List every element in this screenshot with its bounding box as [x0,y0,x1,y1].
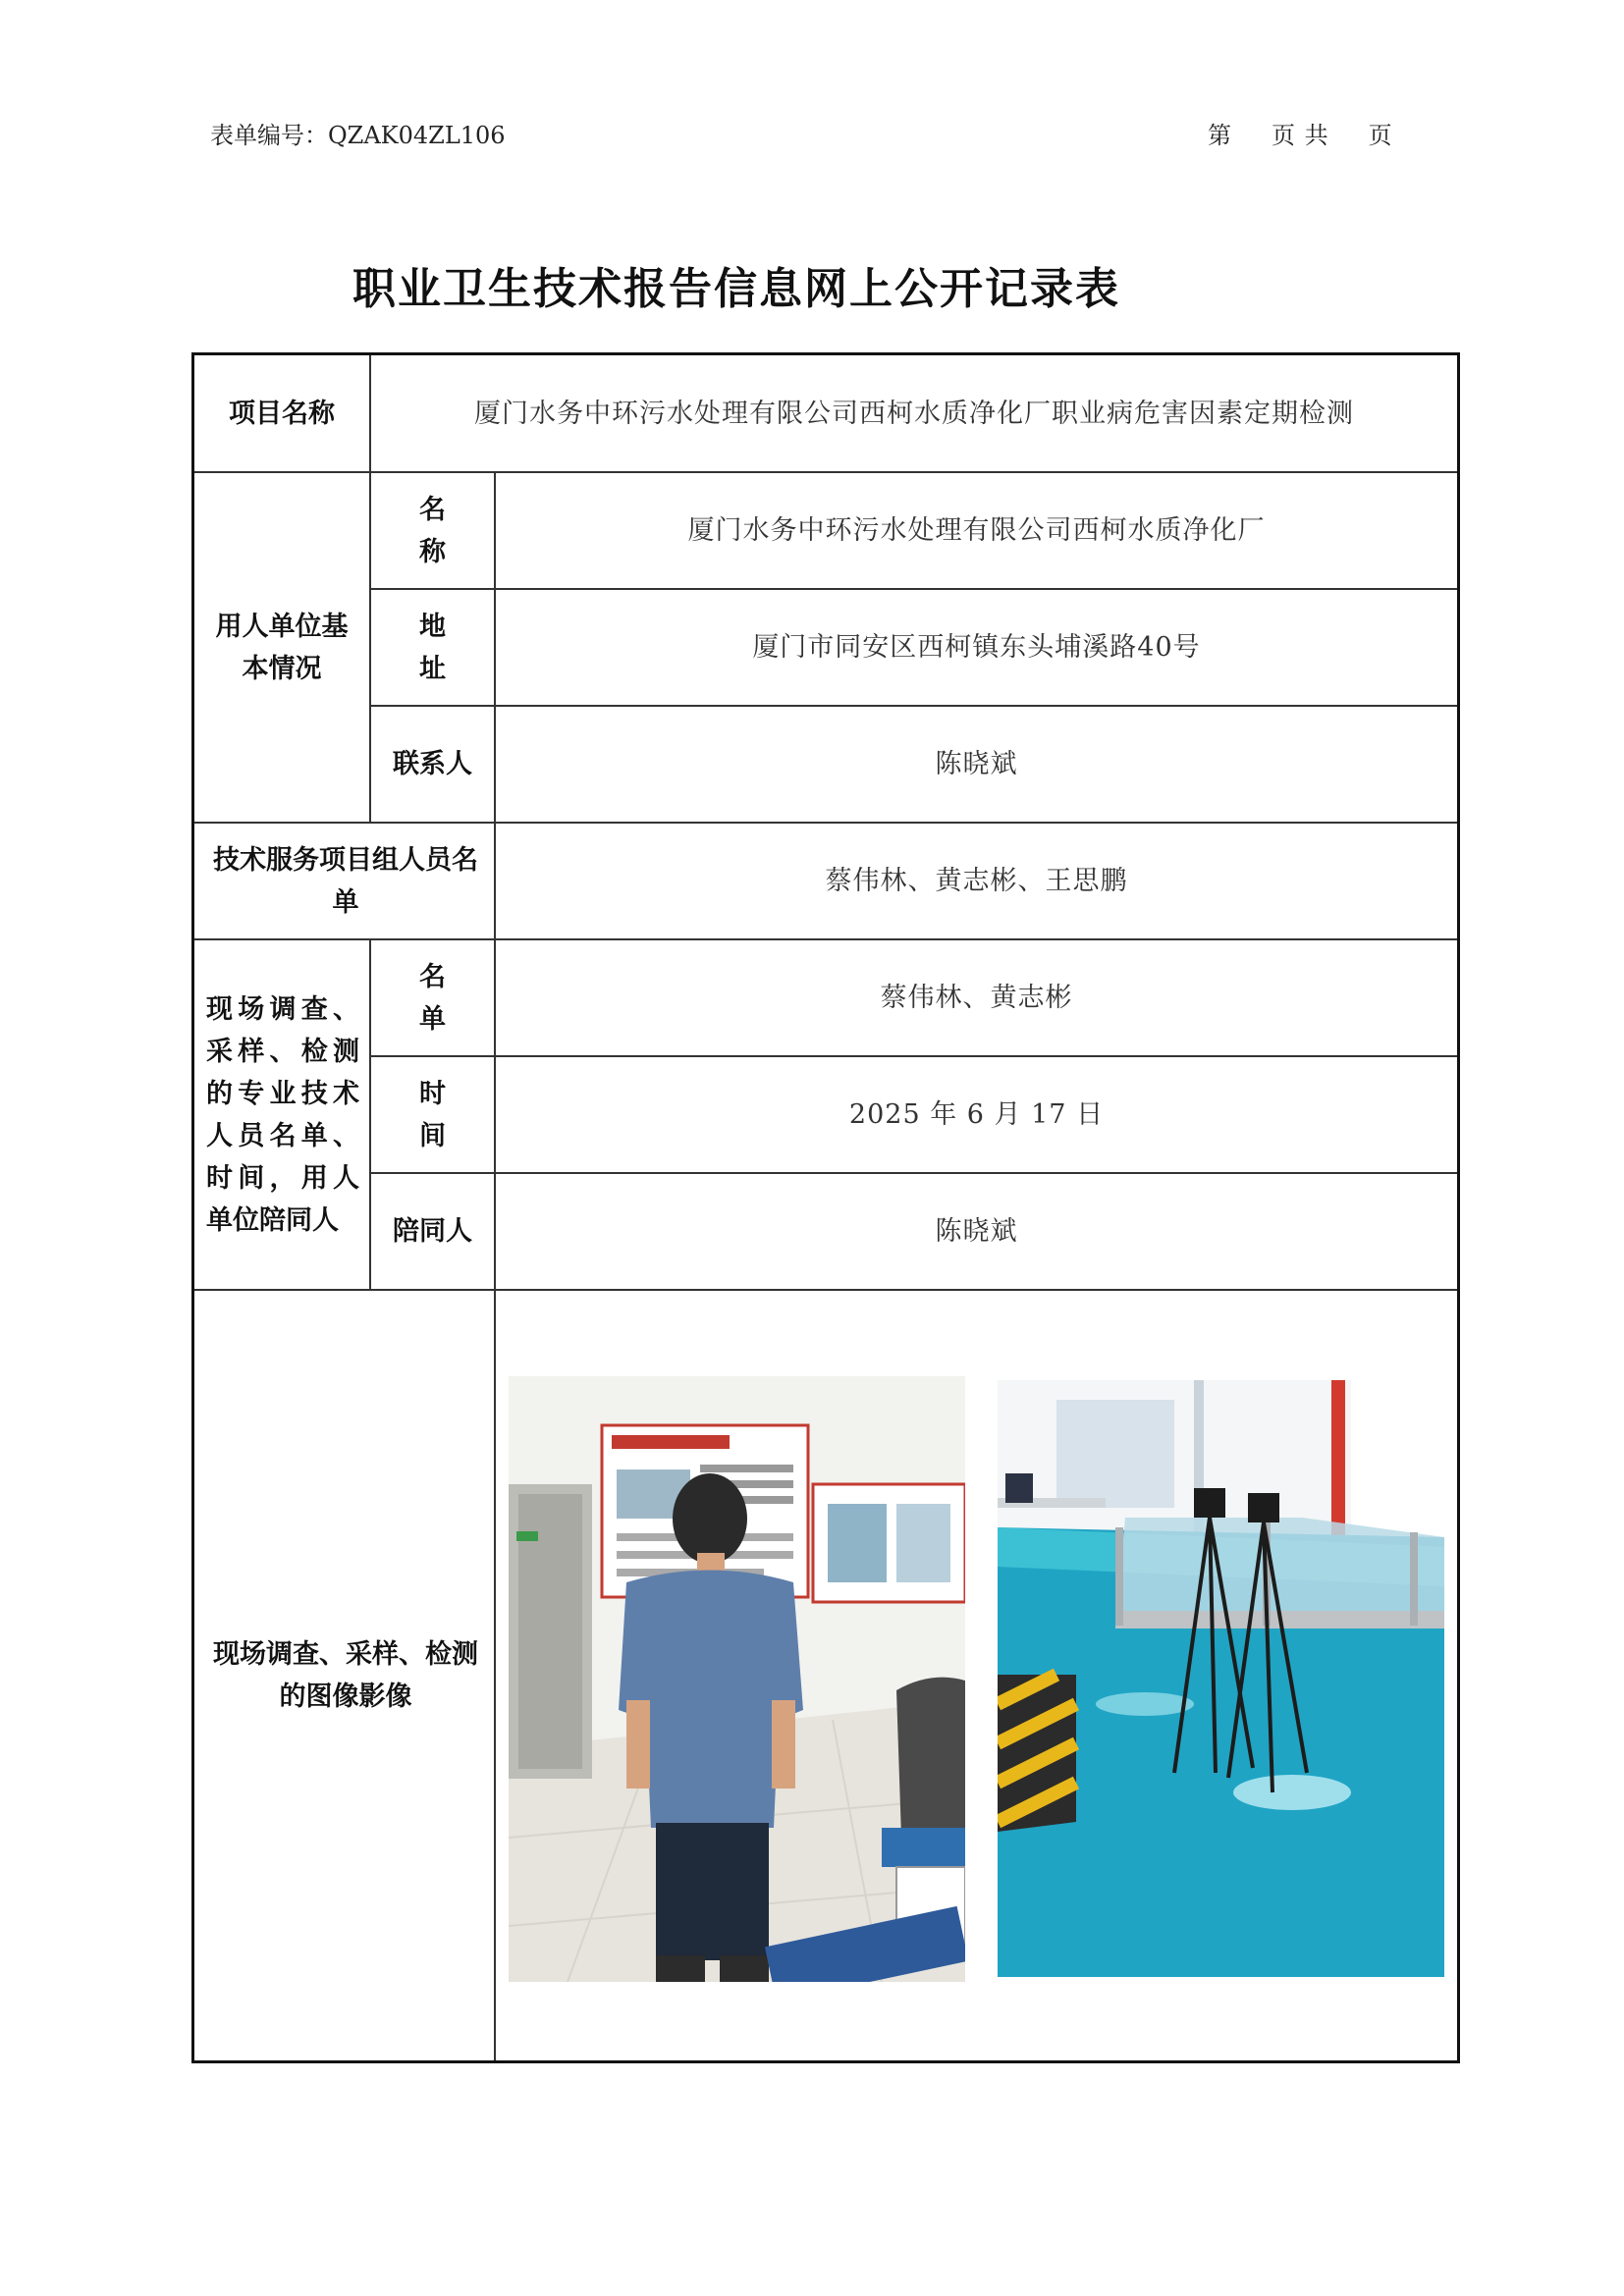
page-ye: 页 [1368,122,1393,149]
onsite-photo-sampling [998,1380,1444,1977]
employer-name-value: 厦门水务中环污水处理有限公司西柯水质净化厂 [687,515,1266,546]
team-members-value: 蔡伟林、黄志彬、王思鹏 [825,866,1128,896]
onsite-list-label: 名 单 [419,961,471,1035]
form-number-value: QZAK04ZL106 [328,122,506,149]
form-number [210,116,506,150]
employer-name-label: 名 称 [419,494,471,567]
onsite-staff-label: 现场调查、采样、检测的专业技术人员名单、时间，用人单位陪同人 [206,993,359,1236]
form-number-label: 表单编号： [210,122,328,149]
onsite-time-label: 时 间 [419,1078,471,1151]
page-ye-gong: 页 共 [1272,122,1329,149]
page-di: 第 [1208,122,1232,149]
employer-contact-value: 陈晓斌 [935,749,1018,779]
onsite-photo-inspection [509,1376,965,1982]
record-table [191,352,1460,2063]
employer-address-value: 厦门市同安区西柯镇东头埔溪路40号 [752,632,1201,663]
onsite-time-value: 2025 年 6 月 17 日 [848,1099,1105,1130]
team-members-label: 技术服务项目组人员名单 [213,844,478,918]
onsite-companion-label: 陪同人 [393,1216,472,1247]
onsite-list-value: 蔡伟林、黄志彬 [880,983,1073,1013]
employer-info-label: 用人单位基本情况 [215,611,349,684]
onsite-companion-value: 陈晓斌 [935,1216,1018,1247]
page-indicator [1208,116,1393,150]
employer-contact-label: 联系人 [393,749,472,779]
onsite-images-label: 现场调查、采样、检测的图像影像 [213,1639,478,1712]
project-name-value: 厦门水务中环污水处理有限公司西柯水质净化厂职业病危害因素定期检测 [474,398,1354,429]
project-name-label: 项目名称 [229,398,335,429]
employer-address-label: 地 址 [419,611,471,684]
page-title: 职业卫生技术报告信息网上公开记录表 [352,264,1120,314]
